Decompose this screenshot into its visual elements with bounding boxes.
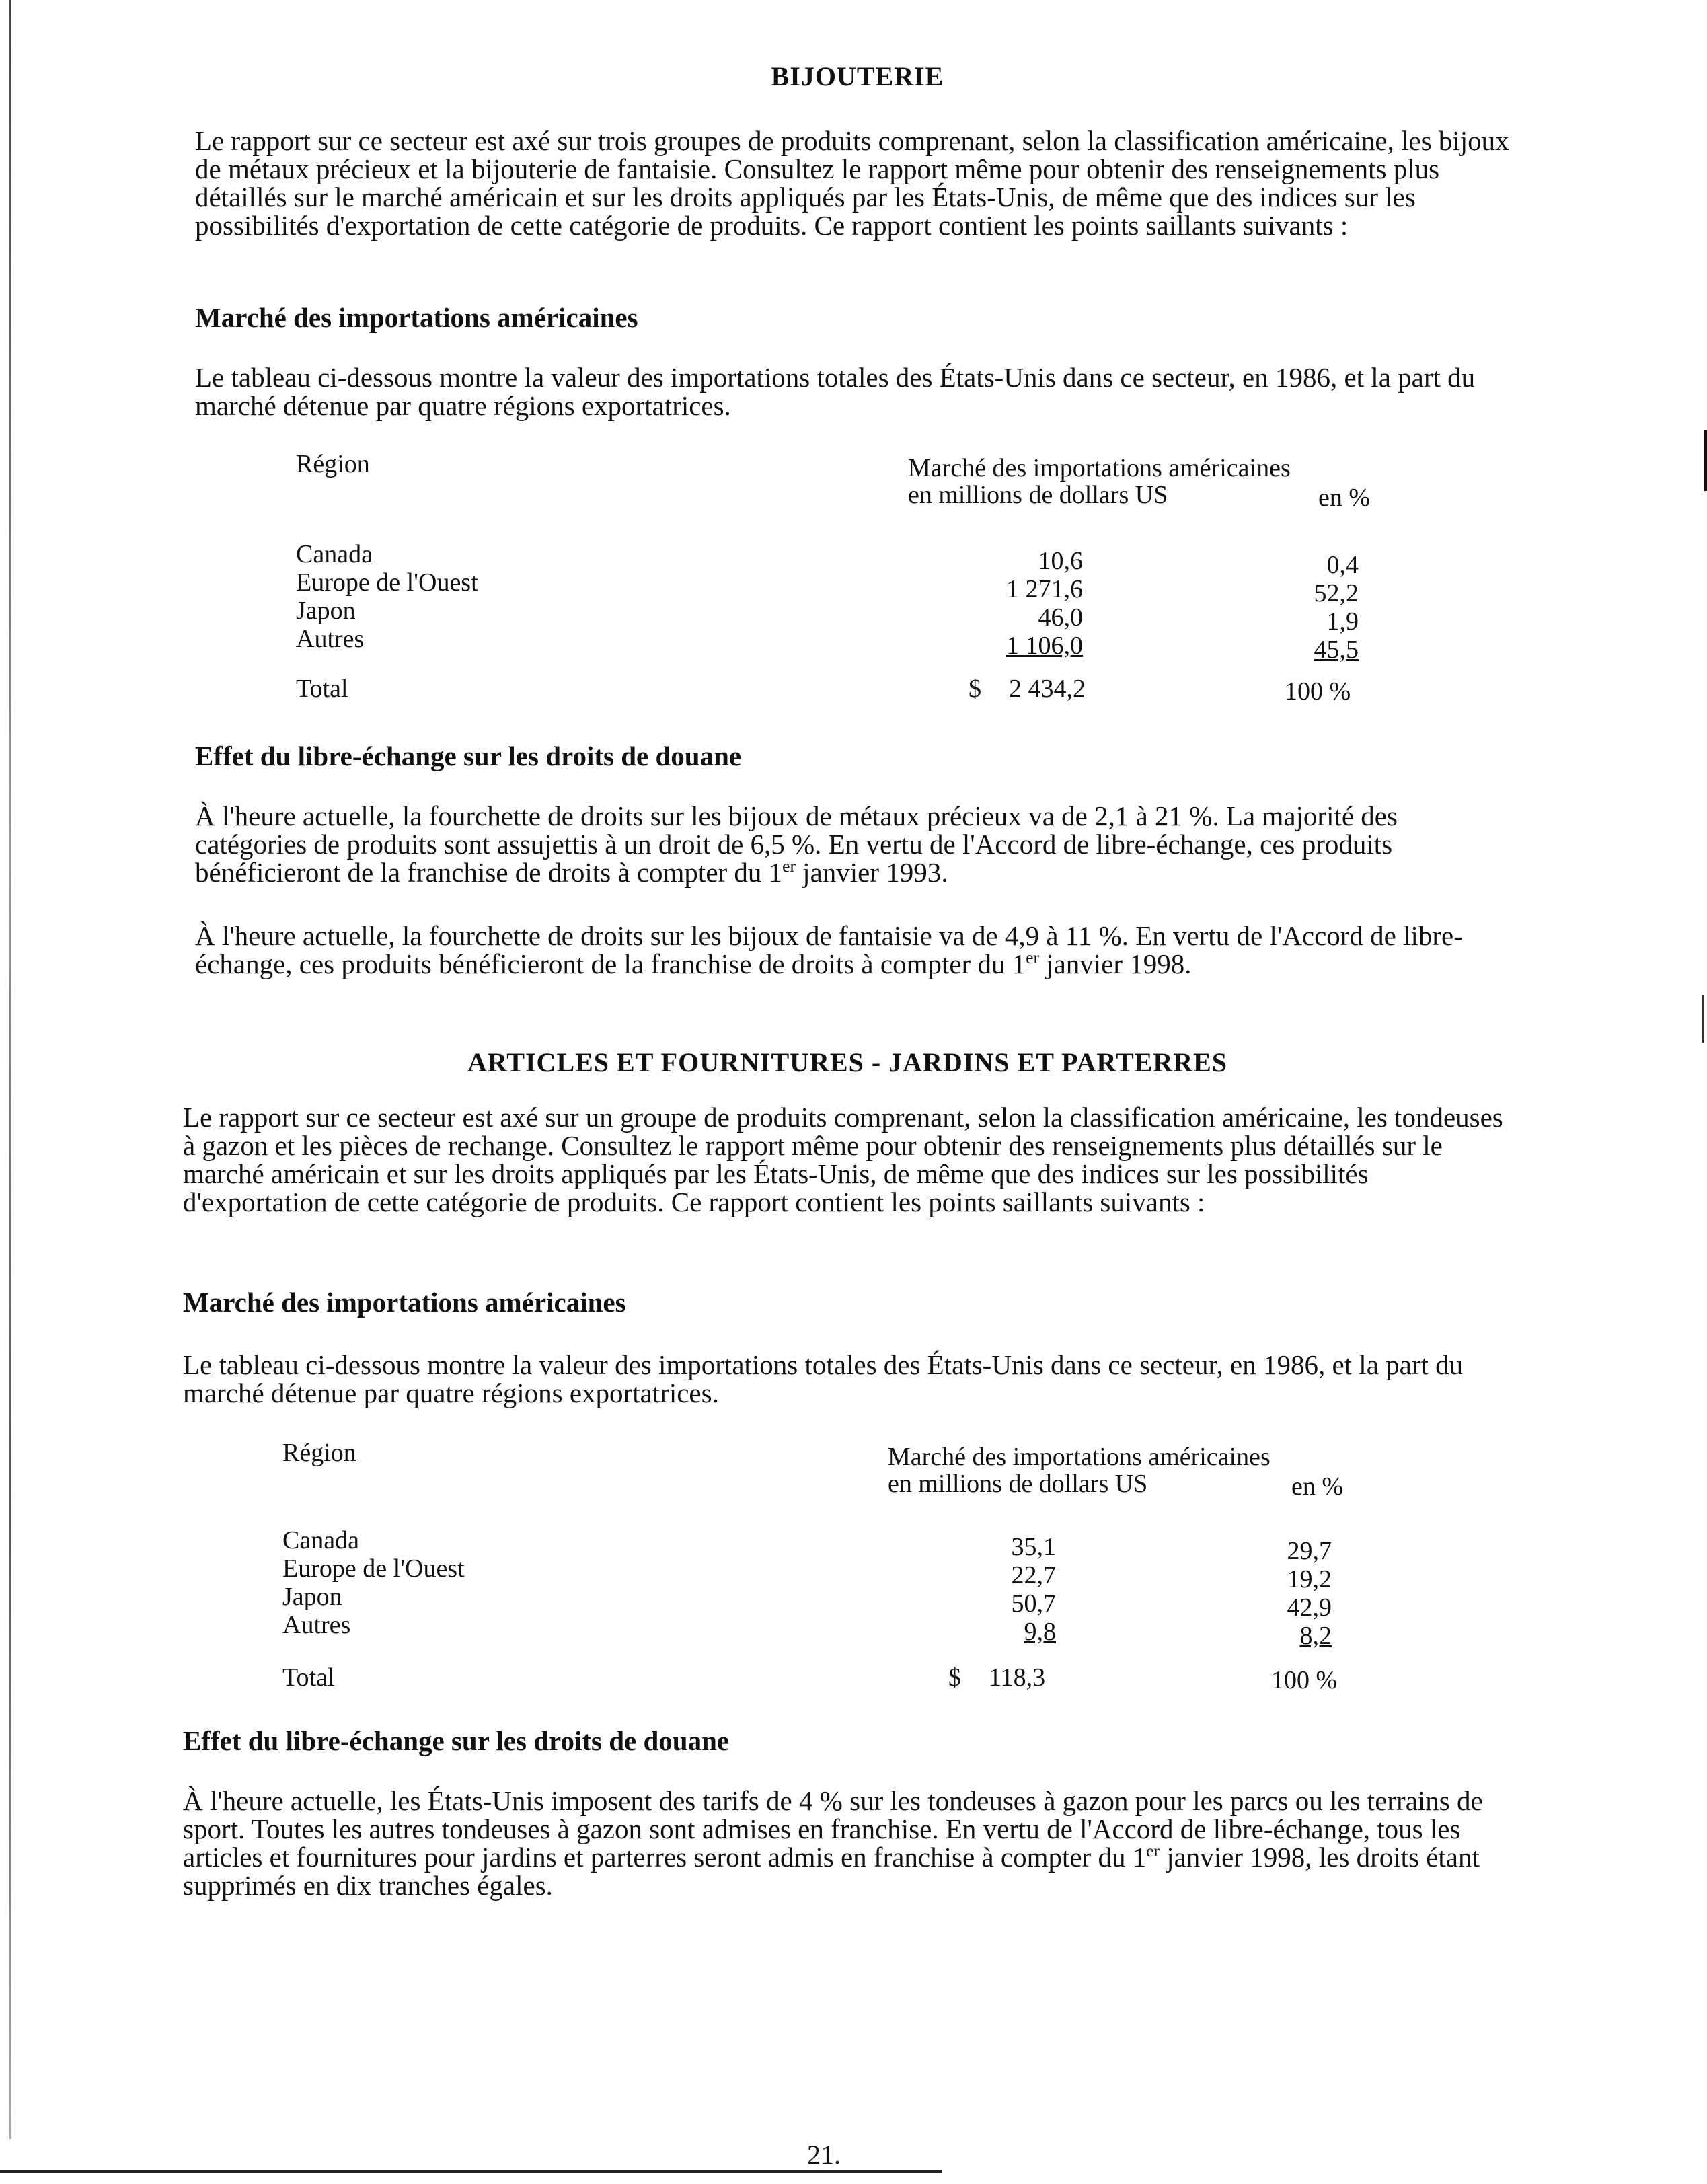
table-row [282,1526,1359,1565]
region-cell: Autres [282,1611,351,1639]
intro-paragraph: Le rapport sur ce secteur est axé sur un groupe de produits comprenant, selon la classification américaine, les tondeuses à gazon et les pièces de rechange. Consultez le rapport même pour obtenir des renseignements plus détaillés sur le marché américain et sur les droits appliqués par les États-Unis, de même que des indices sur les possibilités d'exportation de cette catégorie de produits. Ce rapport contient les points saillants suivants : [183,1102,1503,1217]
table-row [296,624,1372,664]
effect-text-end: janvier 1998, les droits étant supprimés en dix tranches égales. [183,1842,1480,1901]
ordinal-suffix: er [782,856,796,876]
total-currency: $ [969,675,981,703]
percent-cell: 42,9 [1287,1593,1332,1622]
region-cell: Europe de l'Ouest [282,1554,465,1583]
effect-text: À l'heure actuelle, la fourchette de droits sur les bijoux de fantaisie va de 4,9 à 11 %. En vertu de l'Accord de libre-échange, ces produits bénéficieront de la franchise de droits à compter du 1 [195,920,1463,979]
table-total-row [282,1663,1359,1692]
table-row [296,568,1372,607]
page-number: 21. [807,2140,841,2170]
table-header-millions: en millions de dollars US [888,1470,1148,1498]
percent-cell: 8,2 [1299,1622,1332,1650]
table-header-region: Région [282,1439,356,1467]
effect-text-end: janvier 1998. [1046,948,1192,979]
region-cell: Japon [296,597,356,625]
ordinal-suffix: er [1146,1841,1160,1860]
total-label: Total [296,675,348,703]
intro-paragraph: Le rapport sur ce secteur est axé sur trois groupes de produits comprenant, selon la classification américaine, les bijoux de métaux précieux et la bijouterie de fantaisie. Consultez le rapport même pour obtenir des renseignements plus détaillés sur le marché américain et sur les droits appliqués par les États-Unis, de même que des indices sur les possibilités d'exportation de cette catégorie de produits. Ce rapport contient les points saillants suivants : [195,125,1509,241]
market-intro-paragraph: Le tableau ci-dessous montre la valeur des importations totales des États-Unis dans ce secteur, en 1986, et la part du marché détenue par quatre régions exportatrices. [195,362,1476,421]
value-cell: 1 106,0 [1006,632,1083,660]
value-cell: 46,0 [1038,603,1083,632]
percent-cell: 29,7 [1287,1537,1332,1565]
subheading-effect: Effet du libre-échange sur les droits de douane [183,1725,730,1756]
total-label: Total [282,1663,335,1692]
table-row [296,539,1372,579]
subheading-effect: Effet du libre-échange sur les droits de douane [195,741,742,771]
table-row [282,1610,1359,1650]
value-cell: 22,7 [1011,1561,1056,1589]
market-intro-paragraph: Le tableau ci-dessous montre la valeur des importations totales des États-Unis dans ce secteur, en 1986, et la part du marché détenue par quatre régions exportatrices. [183,1349,1464,1408]
table-header-market: Marché des importations américaines [888,1443,1270,1471]
value-cell: 1 271,6 [1006,575,1083,603]
table-row [282,1582,1359,1622]
percent-cell: 19,2 [1287,1565,1332,1593]
region-cell: Europe de l'Ouest [296,568,478,597]
region-cell: Canada [282,1526,359,1554]
value-cell: 10,6 [1038,547,1083,575]
section-title-bijouterie: BIJOUTERIE [771,61,944,91]
scan-mark [1702,995,1704,1043]
effect-paragraph [195,921,1513,978]
total-value: 2 434,2 [1009,675,1086,703]
region-cell: Canada [296,540,373,568]
region-cell: Japon [282,1583,342,1611]
scan-mark [1704,430,1707,491]
table-row [296,596,1372,636]
subheading-market: Marché des importations américaines [195,302,638,333]
import-table [282,1438,1386,1707]
total-currency: $ [948,1663,961,1692]
import-table [296,449,1399,718]
value-cell: 9,8 [1024,1618,1056,1646]
percent-cell: 45,5 [1314,636,1359,664]
percent-cell: 0,4 [1326,551,1359,579]
scan-edge-bottom [0,2170,942,2173]
table-header-region: Région [296,450,370,478]
ordinal-suffix: er [1026,948,1039,967]
table-header-percent: en % [1291,1472,1344,1501]
effect-paragraph [195,802,1513,887]
effect-text: À l'heure actuelle, les États-Unis imposent des tarifs de 4 % sur les tondeuses à gazon pour les parcs ou les terrains de sport. Toutes les autres tondeuses à gazon sont admises en franchise. En vertu de l'Accord de libre-échange, tous les articles et fournitures pour jardins et parterres seront admis en franchise à compter du 1 [183,1785,1483,1873]
effect-text-end: janvier 1993. [802,857,948,888]
table-header-millions: en millions de dollars US [908,481,1168,509]
value-cell: 50,7 [1011,1589,1056,1618]
effect-paragraph [183,1786,1508,1899]
total-percent: 100 % [1285,677,1351,706]
table-header-percent: en % [1318,484,1371,512]
value-cell: 35,1 [1011,1533,1056,1561]
table-total-row [296,674,1372,704]
percent-cell: 1,9 [1326,607,1359,636]
section-title-jardins: ARTICLES ET FOURNITURES - JARDINS ET PARTERRES [467,1047,1228,1078]
effect-text: À l'heure actuelle, la fourchette de droits sur les bijoux de métaux précieux va de 2,1 à 21 %. La majorité des catégories de produits sont assujettis à un droit de 6,5 %. En vertu de l'Accord de libre-échange, ces produits bénéficieront de la franchise de droits à compter du 1 [195,800,1398,888]
region-cell: Autres [296,625,365,653]
total-percent: 100 % [1271,1666,1338,1694]
table-row [282,1554,1359,1593]
scan-edge-left [9,0,11,2139]
table-header-market: Marché des importations américaines [908,454,1291,482]
percent-cell: 52,2 [1314,579,1359,607]
subheading-market: Marché des importations américaines [183,1287,626,1318]
total-value: 118,3 [989,1663,1046,1692]
